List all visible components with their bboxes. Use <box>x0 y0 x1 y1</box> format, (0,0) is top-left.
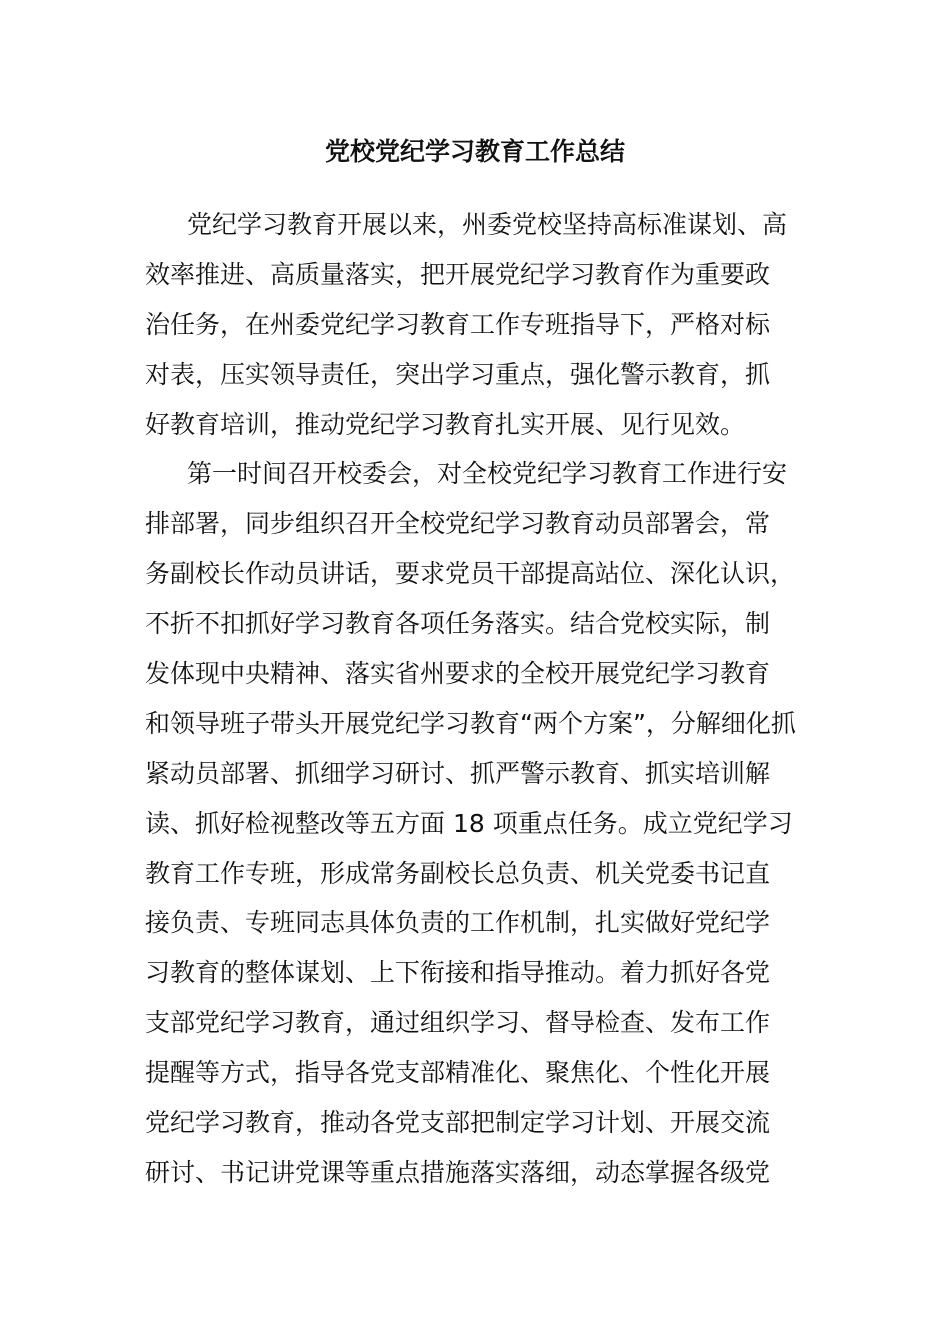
text-line: 紧动员部署、抓细学习研讨、抓严警示教育、抓实培训解 <box>145 758 771 788</box>
text-line: 教育工作专班，形成常务副校长总负责、机关党委书记直 <box>145 858 771 888</box>
document-body <box>145 200 805 1198</box>
text-line: 务副校长作动员讲话，要求党员干部提高站位、深化认识， <box>145 559 796 589</box>
text-line: 提醒等方式，指导各党支部精准化、聚焦化、个性化开展 <box>145 1058 771 1088</box>
text-line: 接负责、专班同志具体负责的工作机制，扎实做好党纪学 <box>145 908 771 938</box>
text-line: 不折不扣抓好学习教育各项任务落实。结合党校实际，制 <box>145 609 771 639</box>
text-line: 支部党纪学习教育，通过组织学习、督导检查、发布工作 <box>145 1008 771 1038</box>
paragraph-1 <box>145 200 805 449</box>
text-line: 对表，压实领导责任，突出学习重点，强化警示教育，抓 <box>145 359 771 389</box>
text-line: 党纪学习教育，推动各党支部把制定学习计划、开展交流 <box>145 1108 771 1138</box>
text-line: 习教育的整体谋划、上下衔接和指导推动。着力抓好各党 <box>145 958 771 988</box>
text-line: 读、抓好检视整改等五方面 18 项重点任务。成立党纪学习 <box>145 808 793 838</box>
document-title: 党校党纪学习教育工作总结 <box>324 137 625 166</box>
text-line: 好教育培训，推动党纪学习教育扎实开展、见行见效。 <box>145 409 746 439</box>
text-line: 效率推进、高质量落实，把开展党纪学习教育作为重要政 <box>145 259 771 289</box>
text-line: 发体现中央精神、落实省州要求的全校开展党纪学习教育 <box>145 659 771 689</box>
text-line: 和领导班子带头开展党纪学习教育“两个方案”，分解细化抓 <box>145 708 796 738</box>
text-line: 排部署，同步组织召开全校党纪学习教育动员部署会，常 <box>145 509 771 539</box>
paragraph-2 <box>145 449 805 1197</box>
text-line: 第一时间召开校委会，对全校党纪学习教育工作进行安 <box>187 459 788 489</box>
text-line: 研讨、书记讲党课等重点措施落实落细，动态掌握各级党 <box>145 1157 771 1187</box>
text-line: 党纪学习教育开展以来，州委党校坚持高标准谋划、高 <box>187 210 788 239</box>
text-line: 治任务，在州委党纪学习教育工作专班指导下，严格对标 <box>145 309 771 339</box>
